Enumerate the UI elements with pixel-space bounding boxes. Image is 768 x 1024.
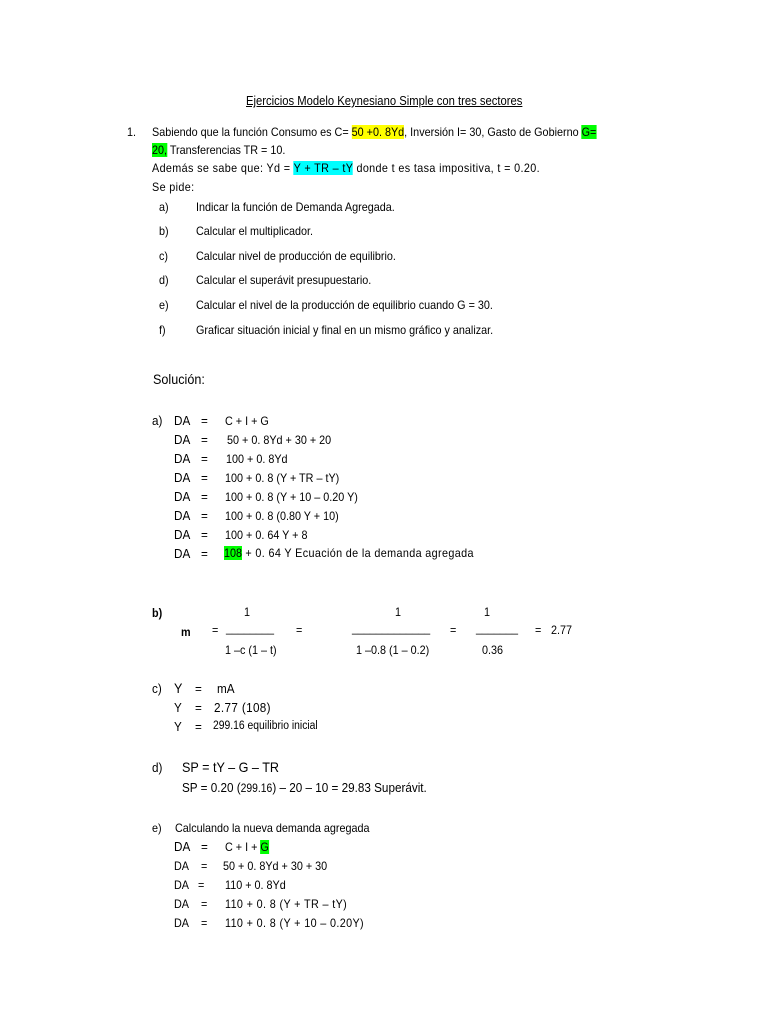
surplus-part-a: SP = 0.20 ( (182, 780, 241, 795)
da-lhs: DA (174, 897, 190, 911)
multiplier-symbol: m (181, 625, 191, 639)
autonomous-demand-value: 108 (224, 546, 243, 560)
fraction-bar-1: ________ (226, 621, 275, 635)
da-eq: = (201, 916, 208, 930)
y-eq: = (195, 700, 202, 715)
multiplier-eq: = (450, 623, 457, 637)
gasto-label: G= (581, 125, 597, 139)
consumo-label: Sabiendo que la función Consumo es C= (152, 125, 352, 139)
item-text: Graficar situación inicial y final en un mismo gráfico y analizar. (196, 323, 494, 337)
y-equilibrium: 299.16 equilibrio inicial (213, 720, 318, 732)
y-rhs: mA (217, 681, 235, 696)
part-c-label: c) (152, 681, 162, 696)
surplus-income: 299.16 (240, 783, 273, 795)
da-lhs: DA (174, 432, 191, 447)
da-lhs: DA (174, 508, 191, 523)
da-lhs: DA (174, 489, 191, 504)
da-lhs: DA (174, 859, 190, 873)
item-letter: a) (159, 200, 169, 214)
da-rhs: 110 + 0. 8 (Y + 10 – 0.20Y) (225, 916, 365, 930)
da-eq: = (201, 470, 208, 485)
multiplier-result: 2.77 (551, 623, 573, 637)
da-rhs: C + I + (225, 840, 261, 854)
part-d-label: d) (152, 760, 163, 775)
fraction-bar-2: _____________ (352, 621, 431, 635)
fraction-bar-3: _______ (476, 621, 519, 635)
multiplier-eq: = (535, 623, 542, 637)
da-eq: = (201, 432, 208, 447)
da-rhs: 100 + 0. 8 (0.80 Y + 10) (225, 509, 339, 523)
item-letter: f) (159, 323, 166, 337)
item-text: Calcular el nivel de la producción de equilibrio cuando G = 30. (196, 298, 493, 312)
part-e-intro: Calculando la nueva demanda agregada (175, 821, 370, 835)
item-letter: c) (159, 249, 168, 263)
yd-formula: Y + TR – tY (293, 161, 354, 175)
da-eq: = (201, 527, 208, 542)
y-lhs: Y (174, 680, 183, 696)
da-eq: = (201, 839, 208, 854)
document-title: Ejercicios Modelo Keynesiano Simple con tres sectores (246, 94, 523, 108)
da-lhs: DA (174, 470, 191, 485)
surplus-formula: SP = tY – G – TR (182, 759, 280, 775)
da-eq: = (201, 859, 208, 873)
da-lhs: DA (174, 916, 190, 930)
y-rhs: 2.77 (108) (214, 700, 271, 715)
item-text: Calcular el superávit presupuestario. (196, 273, 372, 287)
item-letter: d) (159, 273, 169, 287)
denominator-1: 1 –c (1 – t) (225, 643, 277, 657)
da-rhs: 100 + 0. 8 (Y + 10 – 0.20 Y) (225, 490, 358, 504)
da-rhs: 100 + 0. 64 Y + 8 (225, 528, 308, 542)
se-pide: Se pide: (152, 180, 195, 194)
multiplier-eq: = (296, 623, 303, 637)
da-lhs: DA (174, 878, 190, 892)
numerator-1: 1 (244, 605, 251, 619)
part-a-label: a) (152, 413, 163, 428)
y-eq: = (195, 681, 202, 696)
gasto-value: 20, (152, 143, 168, 157)
surplus-part-c: ) – 20 – 10 = 29.83 Superávit. (272, 780, 427, 795)
exercise-line-3 (152, 162, 540, 174)
da-eq: = (201, 897, 208, 911)
da-rhs: 50 + 0. 8Yd + 30 + 30 (223, 859, 328, 873)
inversion-text: , Inversión I= 30, Gasto de Gobierno (404, 125, 582, 139)
denominator-2: 1 –0.8 (1 – 0.2) (356, 643, 430, 657)
yd-label: Además se sabe que: Yd = (152, 161, 294, 175)
tasa-text: donde t es tasa impositiva, t = 0.20. (353, 161, 540, 175)
exercise-line-1 (152, 126, 596, 138)
da-eq: = (201, 451, 208, 466)
da-eq: = (201, 413, 208, 428)
y-lhs: Y (174, 719, 182, 734)
item-letter: b) (159, 224, 169, 238)
item-text: Calcular el multiplicador. (196, 224, 314, 238)
da-final-line (224, 547, 474, 559)
da-eq: = (201, 508, 208, 523)
da-lhs: DA (174, 546, 191, 561)
da-lhs: DA (174, 839, 191, 854)
numerator-3: 1 (484, 605, 491, 619)
da-eq: = (201, 489, 208, 504)
da-rhs: 100 + 0. 8Yd (226, 452, 288, 466)
da-rhs: 50 + 0. 8Yd + 30 + 20 (227, 433, 332, 447)
da-final-rest: + 0. 64 Y Ecuación de la demanda agregada (242, 546, 474, 560)
part-e-label: e) (152, 821, 162, 835)
da-lhs: DA (174, 527, 191, 542)
consumo-function: 50 +0. 8Yd (351, 125, 405, 139)
da-lhs: DA (174, 413, 191, 428)
denominator-3: 0.36 (482, 643, 504, 657)
da-lhs: DA (174, 451, 191, 466)
exercise-number: 1. (127, 125, 137, 139)
transferencias-text: Transferencias TR = 10. (167, 143, 286, 157)
exercise-line-2 (152, 144, 285, 156)
item-text: Calcular nivel de producción de equilibrio. (196, 249, 396, 263)
da-rhs: 110 + 0. 8Yd (225, 878, 286, 892)
da-rhs: 100 + 0. 8 (Y + TR – tY) (225, 471, 340, 485)
solucion-heading: Solución: (153, 371, 205, 387)
part-b-label: b) (152, 606, 163, 620)
new-gasto: G (260, 840, 269, 854)
item-letter: e) (159, 298, 169, 312)
y-lhs: Y (174, 700, 182, 715)
multiplier-eq: = (212, 623, 219, 637)
da-eq: = (198, 878, 205, 892)
surplus-calculation (182, 781, 427, 796)
da-new-first (225, 841, 269, 853)
da-rhs: C + I + G (225, 414, 269, 428)
item-text: Indicar la función de Demanda Agregada. (196, 200, 395, 214)
da-rhs: 110 + 0. 8 (Y + TR – tY) (225, 897, 348, 911)
y-eq: = (195, 719, 202, 734)
da-eq: = (201, 546, 208, 561)
numerator-2: 1 (395, 605, 402, 619)
